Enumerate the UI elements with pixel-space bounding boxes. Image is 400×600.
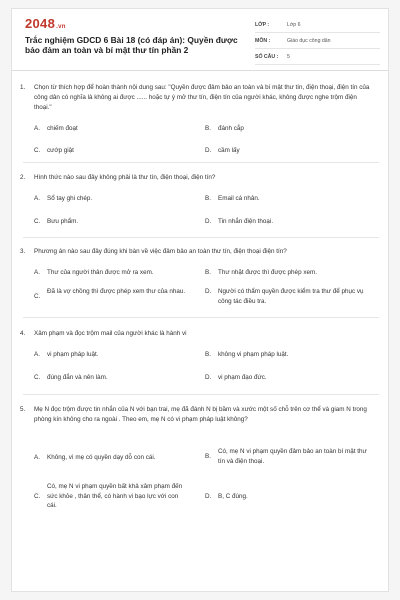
- option-letter: B.: [205, 125, 211, 132]
- option-letter: C.: [34, 493, 41, 500]
- question-text: Chọn từ thích hợp để hoàn thành nội dung sau: "Quyền được đảm bảo an toàn và bí mật thư tín, điện thoại, điện tín của công dân có nghĩa là không ai được ...... hoặc tự ý mở thư tín, điện tín của người khác, không được nghe trộm điện thoại.": [34, 84, 370, 111]
- option-text: vi phạm đạo đức.: [218, 374, 267, 381]
- option-text: cướp giật: [47, 147, 74, 154]
- meta-row-class: [255, 17, 380, 33]
- option-text: Email cá nhân.: [218, 195, 260, 202]
- option-text: Thư của người thân được mở ra xem.: [47, 269, 154, 276]
- option-text: chiếm đoạt: [47, 125, 78, 132]
- option-text: Tin nhắn điện thoại.: [218, 218, 274, 225]
- option-text: Người có thẩm quyền được kiểm tra thư để phục vụ công tác điều tra.: [218, 288, 364, 305]
- option-text: Sổ tay ghi chép.: [47, 195, 93, 202]
- option-text: Có, mẹ N vi phạm quyền bất khả xâm phạm đến sức khỏe , thân thể, có hành vi bạo lực với con cái.: [47, 483, 183, 509]
- option-letter: D.: [205, 493, 212, 500]
- option-letter: C.: [34, 218, 41, 225]
- option-text: Thư nhặt được thì được phép xem.: [218, 269, 317, 276]
- question-number: 3.: [20, 248, 26, 255]
- divider: [23, 317, 379, 318]
- option-letter: B.: [205, 269, 211, 276]
- option-letter: B.: [205, 195, 211, 202]
- option-text: vi phạm pháp luật.: [47, 351, 99, 358]
- option-letter: A.: [34, 454, 40, 461]
- document-page: [11, 8, 389, 592]
- option-letter: C.: [34, 147, 41, 154]
- question-number: 5.: [20, 406, 26, 413]
- meta-row-count: [255, 49, 380, 65]
- meta-value: 5: [287, 53, 290, 60]
- option-letter: A.: [34, 269, 40, 276]
- option-letter: A.: [34, 125, 40, 132]
- option-text: đánh cắp: [218, 125, 244, 132]
- site-logo[interactable]: [25, 16, 66, 31]
- option-letter: D.: [205, 218, 212, 225]
- option-letter: B.: [205, 351, 211, 358]
- option-letter: C.: [34, 293, 41, 300]
- meta-value: Giáo dục công dân: [287, 37, 331, 44]
- option-text: không vi phạm pháp luật.: [218, 351, 289, 358]
- option-letter: D.: [205, 288, 212, 295]
- meta-label: LỚP :: [255, 21, 270, 28]
- option-text: B, C đúng.: [218, 493, 248, 500]
- option-text: Không, vì mẹ có quyền dạy dỗ con cái.: [47, 454, 156, 461]
- question-text: Hình thức nào sau đây không phải là thư tín, điện thoại, điện tín?: [34, 174, 216, 181]
- question-text: Phương án nào sau đây đúng khi bàn về việc đảm bảo an toàn thư tín, điện thoại điện tín?: [34, 248, 287, 255]
- option-text: Đã là vợ chồng thì được phép xem thư của nhau.: [47, 288, 186, 295]
- meta-label: SỐ CÂU :: [255, 53, 279, 60]
- option-letter: A.: [34, 351, 40, 358]
- logo-main: 2048: [25, 16, 56, 31]
- question-number: 4.: [20, 330, 26, 337]
- option-letter: C.: [34, 374, 41, 381]
- divider: [23, 237, 379, 238]
- option-letter: B.: [205, 453, 211, 460]
- option-text: cầm lấy: [218, 147, 240, 154]
- option-text: đúng đắn và nên làm.: [47, 374, 108, 381]
- question-number: 2.: [20, 174, 26, 181]
- option-letter: D.: [205, 374, 212, 381]
- page-title: Trắc nghiệm GDCD 6 Bài 18 (có đáp án): Quyền được bảo đảm an toàn và bí mật thư tín phần 2: [25, 35, 238, 55]
- meta-value: Lớp 6: [287, 21, 301, 28]
- option-text: Bưu phẩm.: [47, 218, 79, 225]
- question-number: 1.: [20, 84, 26, 91]
- meta-table: [255, 17, 380, 65]
- meta-row-subject: [255, 33, 380, 49]
- option-letter: D.: [205, 147, 212, 154]
- meta-label: MÔN :: [255, 37, 271, 44]
- option-text: Có, mẹ N vi phạm quyền đảm bảo an toàn bí mật thư tín và điện thoại.: [218, 448, 367, 465]
- option-letter: A.: [34, 195, 40, 202]
- divider: [23, 162, 379, 163]
- question-text: Xâm phạm và đọc trộm mail của người khác là hành vi: [34, 330, 187, 337]
- logo-suffix: .vn: [56, 24, 66, 30]
- divider: [23, 394, 379, 395]
- question-text: Mẹ N đọc trộm được tin nhắn của N với bạn trai, mẹ đã đánh N bị bầm và xước một số chỗ trên cơ thể và giam N trong phòng kín không cho ra ngoài . Theo em, mẹ N có vi phạm pháp luật không?: [34, 406, 367, 423]
- document-header: [12, 9, 388, 71]
